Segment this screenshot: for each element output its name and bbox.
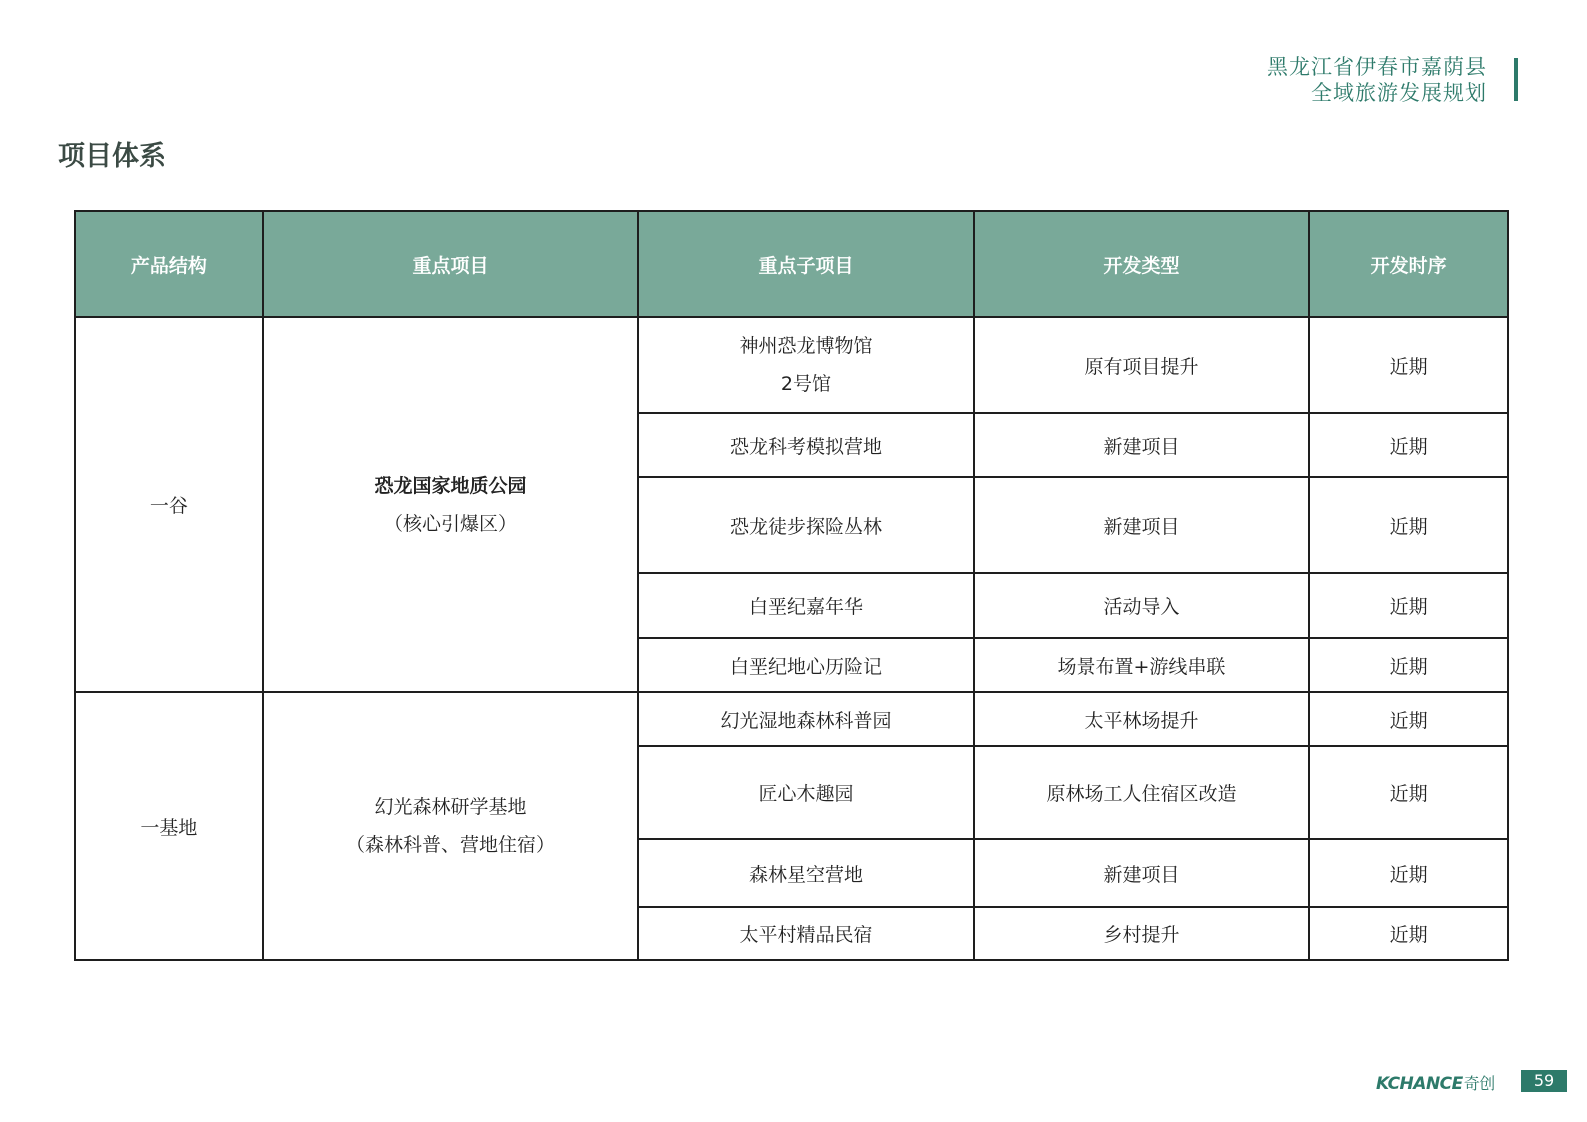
subproject-line-1: 神州恐龙博物馆 [739,335,873,357]
column-header-project: 重点项目 [263,211,638,317]
table-row [75,692,1508,746]
timing-cell: 近期 [1309,746,1508,839]
type-cell: 新建项目 [974,413,1310,477]
timing-cell: 近期 [1309,573,1508,638]
header-accent-bar [1514,58,1518,101]
column-header-timing: 开发时序 [1309,211,1508,317]
subproject-cell: 匠心木趣园 [638,746,974,839]
project-note: （森林科普、营地住宿） [345,834,555,856]
subproject-cell: 太平村精品民宿 [638,907,974,960]
type-cell: 场景布置+游线串联 [974,638,1310,692]
page-title: 项目体系 [58,141,166,172]
subproject-cell: 森林星空营地 [638,839,974,907]
table-header-row [75,211,1508,317]
subproject-cell [638,317,974,413]
subproject-cell: 幻光湿地森林科普园 [638,692,974,746]
timing-cell: 近期 [1309,907,1508,960]
structure-cell: 一基地 [75,692,263,960]
type-cell: 新建项目 [974,839,1310,907]
subproject-line-2: 2号馆 [780,373,831,395]
timing-cell: 近期 [1309,839,1508,907]
brand-logo [1376,1071,1495,1094]
project-name: 幻光森林研学基地 [374,796,527,818]
project-cell [263,317,638,692]
timing-cell: 近期 [1309,317,1508,413]
header-line-2: 全域旅游发展规划 [1311,81,1487,105]
subproject-cell: 恐龙徒步探险丛林 [638,477,974,573]
timing-cell: 近期 [1309,638,1508,692]
project-cell [263,692,638,960]
header-line-1: 黑龙江省伊春市嘉荫县 [1267,55,1487,79]
logo-text-cn: 奇创 [1463,1074,1495,1093]
type-cell: 乡村提升 [974,907,1310,960]
page-number: 59 [1521,1070,1567,1092]
project-note: （核心引爆区） [383,512,517,535]
table-row [75,317,1508,413]
document-header [1267,54,1487,106]
project-table [74,210,1509,961]
column-header-structure: 产品结构 [75,211,263,317]
column-header-type: 开发类型 [974,211,1310,317]
project-name: 恐龙国家地质公园 [374,474,527,497]
timing-cell: 近期 [1309,413,1508,477]
subproject-cell: 恐龙科考模拟营地 [638,413,974,477]
type-cell: 活动导入 [974,573,1310,638]
subproject-cell: 白垩纪嘉年华 [638,573,974,638]
subproject-cell: 白垩纪地心历险记 [638,638,974,692]
logo-text-en: KCHANCE [1376,1074,1463,1094]
timing-cell: 近期 [1309,692,1508,746]
column-header-subproject: 重点子项目 [638,211,974,317]
type-cell: 原林场工人住宿区改造 [974,746,1310,839]
timing-cell: 近期 [1309,477,1508,573]
type-cell: 太平林场提升 [974,692,1310,746]
type-cell: 原有项目提升 [974,317,1310,413]
structure-cell: 一谷 [75,317,263,692]
type-cell: 新建项目 [974,477,1310,573]
